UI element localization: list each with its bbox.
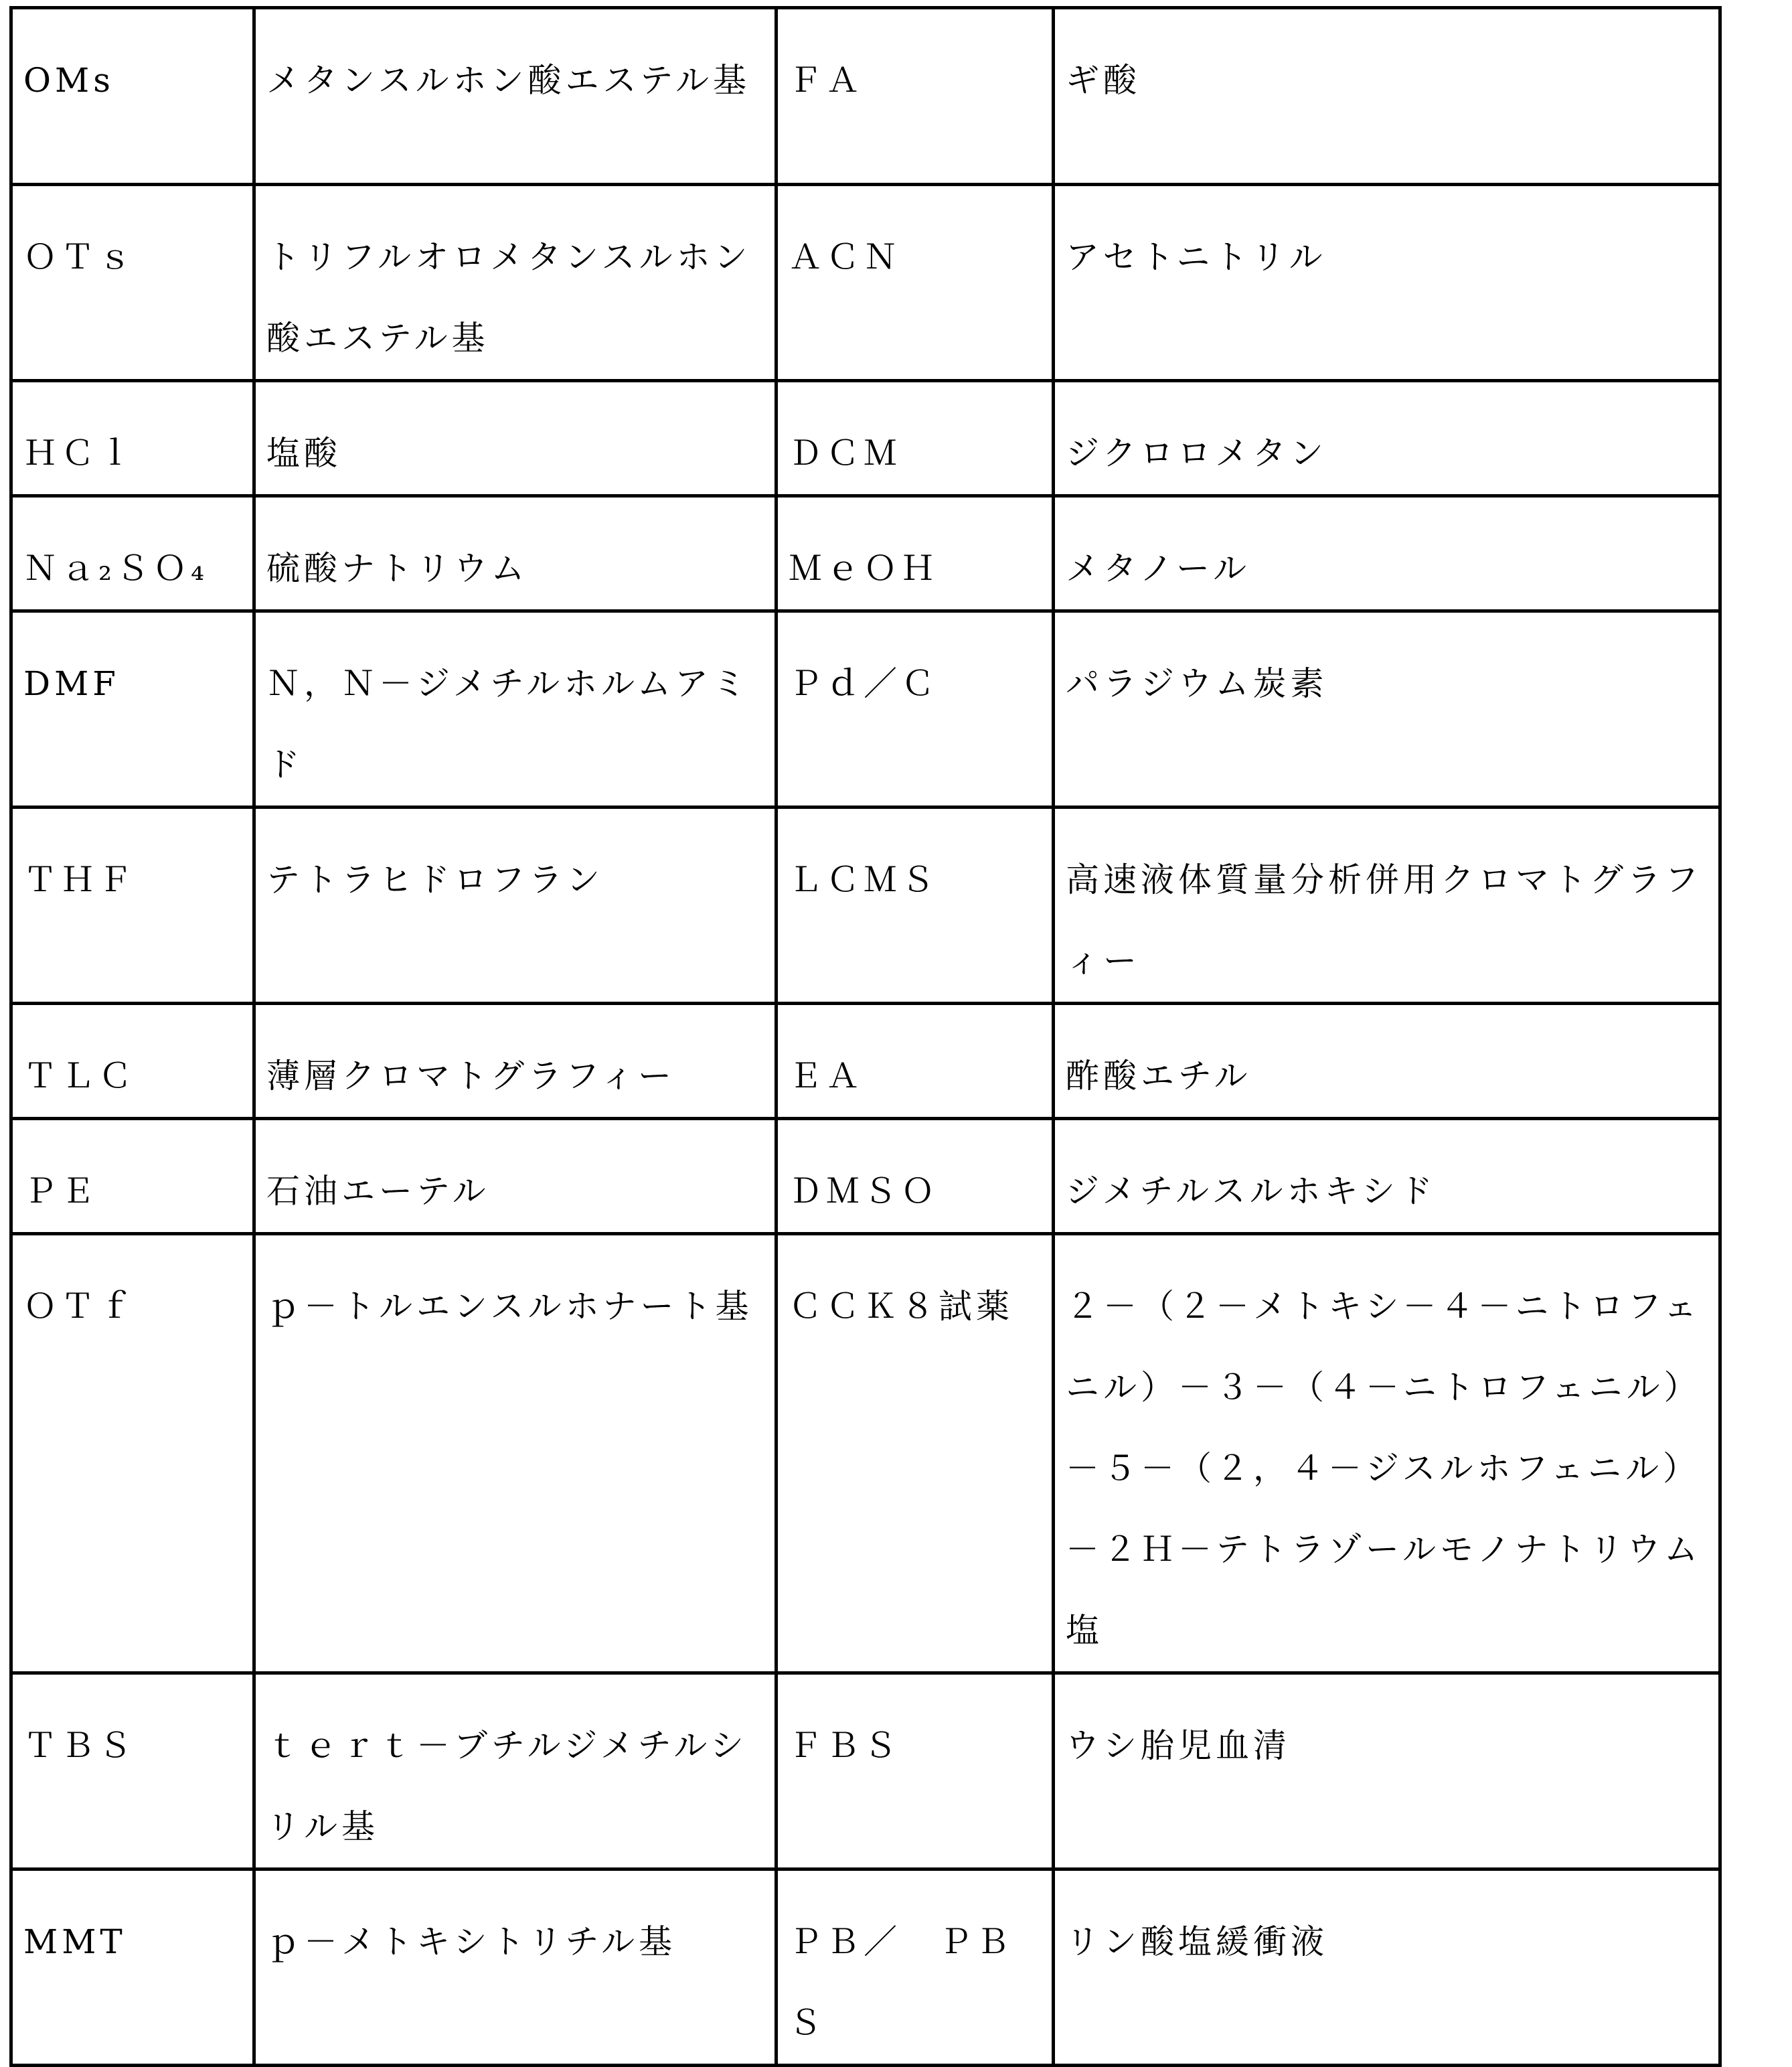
table-row: [11, 1004, 1720, 1119]
term-cell: メタンスルホン酸エステル基: [254, 8, 777, 185]
term-cell: テトラヒドロフラン: [254, 808, 777, 1004]
table-row: [11, 1234, 1720, 1673]
table-row: [11, 496, 1720, 611]
abbreviation-cell: ＭｅＯＨ: [777, 496, 1054, 611]
term-cell: 薄層クロマトグラフィー: [254, 1004, 777, 1119]
table-row: [11, 1673, 1720, 1869]
table-row: [11, 1119, 1720, 1234]
table-row: [11, 185, 1720, 381]
abbreviation-cell: DMF: [11, 611, 254, 808]
term-cell: ｔｅｒｔ－ブチルジメチルシリル基: [254, 1673, 777, 1869]
abbreviation-cell: Ｎａ₂ＳＯ₄: [11, 496, 254, 611]
table-row: [11, 8, 1720, 185]
abbreviation-cell: ＴＨＦ: [11, 808, 254, 1004]
abbreviation-cell: ＴＢＳ: [11, 1673, 254, 1869]
abbreviation-table-body: [11, 8, 1720, 2066]
term-cell: ２－（２－メトキシ－４－ニトロフェニル）－３－（４－ニトロフェニル）－５－（２，４－ジスルホフェニル）－２Ｈ－テトラゾールモノナトリウム塩: [1054, 1234, 1720, 1673]
abbreviation-cell: OMs: [11, 8, 254, 185]
term-cell: ｐ－トルエンスルホナート基: [254, 1234, 777, 1673]
term-cell: パラジウム炭素: [1054, 611, 1720, 808]
abbreviation-cell: ＦＢＳ: [777, 1673, 1054, 1869]
term-cell: 高速液体質量分析併用クロマトグラフィー: [1054, 808, 1720, 1004]
abbreviation-cell: ＰＥ: [11, 1119, 254, 1234]
abbreviation-cell: ＥＡ: [777, 1004, 1054, 1119]
abbreviation-cell: ＴＬＣ: [11, 1004, 254, 1119]
abbreviation-cell: ＬＣＭＳ: [777, 808, 1054, 1004]
table-row: [11, 808, 1720, 1004]
abbreviation-cell: ＤＭＳＯ: [777, 1119, 1054, 1234]
abbreviation-cell: ＯＴｓ: [11, 185, 254, 381]
term-cell: ジクロロメタン: [1054, 381, 1720, 496]
table-row: [11, 381, 1720, 496]
abbreviation-cell: ＡＣＮ: [777, 185, 1054, 381]
term-cell: ウシ胎児血清: [1054, 1673, 1720, 1869]
term-cell: アセトニトリル: [1054, 185, 1720, 381]
abbreviation-cell: Ｐｄ／Ｃ: [777, 611, 1054, 808]
abbreviation-cell: ＯＴｆ: [11, 1234, 254, 1673]
abbreviation-cell: ＦＡ: [777, 8, 1054, 185]
abbreviation-cell: ＨＣｌ: [11, 381, 254, 496]
term-cell: リン酸塩緩衝液: [1054, 1869, 1720, 2066]
term-cell: Ｎ，Ｎ－ジメチルホルムアミド: [254, 611, 777, 808]
term-cell: 石油エーテル: [254, 1119, 777, 1234]
abbreviation-cell: MMT: [11, 1869, 254, 2066]
abbreviation-cell: ＣＣＫ８試薬: [777, 1234, 1054, 1673]
abbreviation-cell: ＰＢ／ ＰＢＳ: [777, 1869, 1054, 2066]
abbreviation-table: [9, 6, 1722, 2067]
abbreviation-cell: ＤＣＭ: [777, 381, 1054, 496]
term-cell: ｐ－メトキシトリチル基: [254, 1869, 777, 2066]
term-cell: 塩酸: [254, 381, 777, 496]
term-cell: ギ酸: [1054, 8, 1720, 185]
term-cell: メタノール: [1054, 496, 1720, 611]
term-cell: 硫酸ナトリウム: [254, 496, 777, 611]
term-cell: ジメチルスルホキシド: [1054, 1119, 1720, 1234]
term-cell: トリフルオロメタンスルホン酸エステル基: [254, 185, 777, 381]
term-cell: 酢酸エチル: [1054, 1004, 1720, 1119]
table-row: [11, 1869, 1720, 2066]
table-row: [11, 611, 1720, 808]
